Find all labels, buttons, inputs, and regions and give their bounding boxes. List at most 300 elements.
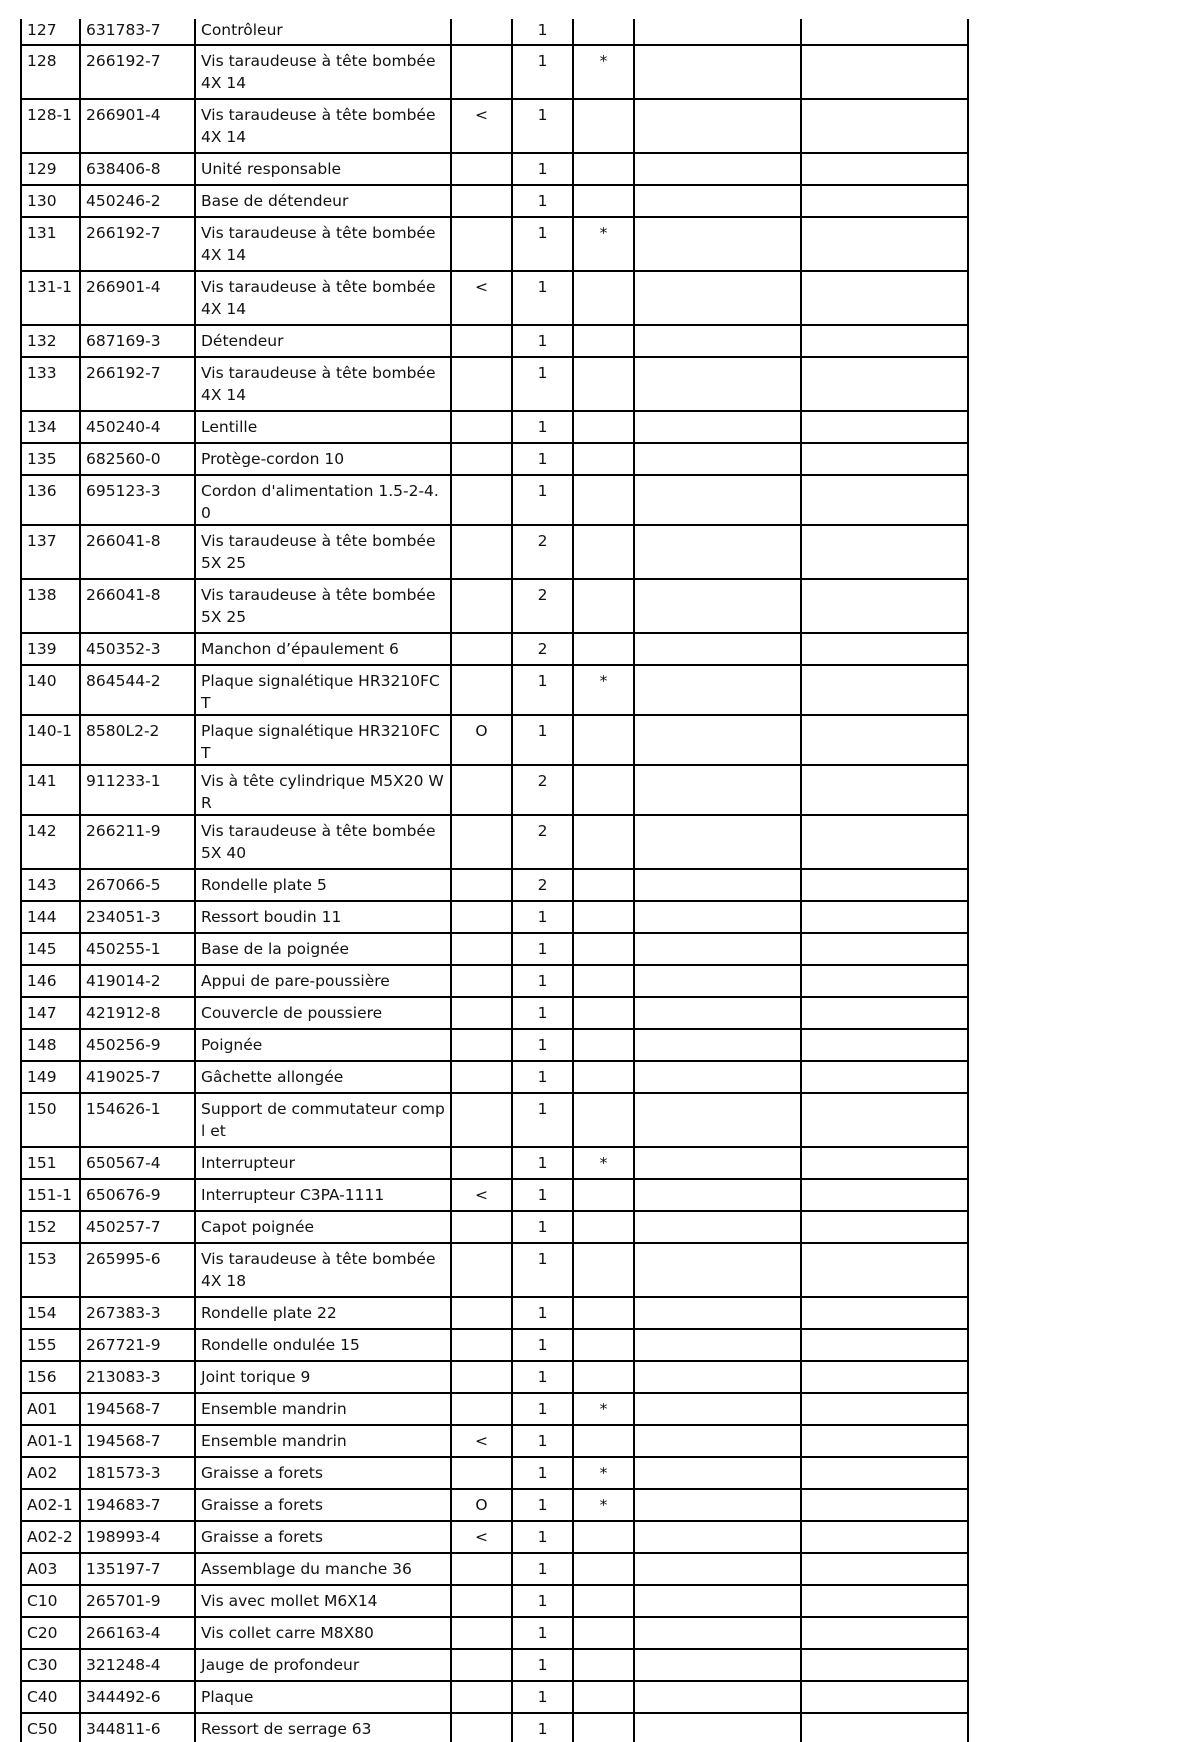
table-row: [21, 1093, 968, 1147]
quantity-cell: [512, 1243, 573, 1297]
empty-cell: [634, 815, 801, 869]
marker-cell: [573, 1553, 634, 1585]
marker-cell: [573, 99, 634, 153]
item-number-cell: [21, 965, 80, 997]
item-number-text: 143: [27, 876, 57, 894]
part-reference-text: 154626-1: [86, 1100, 161, 1118]
part-description-text: Appui de pare-poussière: [201, 972, 390, 990]
quantity-cell: [512, 525, 573, 579]
part-reference-cell: [80, 1713, 195, 1742]
part-reference-text: 682560-0: [86, 450, 161, 468]
empty-cell: [634, 1457, 801, 1489]
part-reference-text: 265995-6: [86, 1250, 161, 1268]
table-row: [21, 965, 968, 997]
quantity-text: 1: [537, 278, 548, 296]
part-description-cell: [195, 765, 451, 815]
part-description-text: Contrôleur: [201, 21, 283, 39]
part-reference-cell: [80, 765, 195, 815]
marker-text: [579, 1650, 628, 1654]
item-number-text: 128: [27, 52, 57, 70]
empty-cell: [801, 1521, 968, 1553]
item-number-text: C30: [27, 1656, 58, 1674]
quantity-text: 1: [537, 106, 548, 124]
change-code-cell: [451, 475, 512, 525]
empty-cell: [634, 271, 801, 325]
marker-cell: [573, 1329, 634, 1361]
part-description-text: Graisse a forets: [201, 1496, 323, 1514]
change-code-cell: [451, 869, 512, 901]
item-number-text: 149: [27, 1068, 57, 1086]
empty-cell: [801, 665, 968, 715]
part-reference-text: 266192-7: [86, 224, 161, 242]
item-number-text: 148: [27, 1036, 57, 1054]
part-description-cell: [195, 1243, 451, 1297]
part-reference-cell: [80, 665, 195, 715]
part-description-text: Plaque signalétique HR3210FCT: [201, 672, 440, 712]
marker-text: [579, 1212, 628, 1216]
part-description-text: Ressort boudin 11: [201, 908, 342, 926]
part-description-cell: [195, 815, 451, 869]
empty-cell: [801, 1489, 968, 1521]
part-description-cell: [195, 271, 451, 325]
table-row: [21, 901, 968, 933]
part-description-cell: [195, 357, 451, 411]
marker-cell: [573, 217, 634, 271]
part-description-text: Vis taraudeuse à tête bombée 5X 25: [201, 586, 436, 626]
change-code-cell: [451, 1243, 512, 1297]
quantity-text: 1: [537, 1400, 548, 1418]
part-reference-text: 450256-9: [86, 1036, 161, 1054]
marker-cell: [573, 185, 634, 217]
empty-cell: [634, 1649, 801, 1681]
marker-cell: [573, 1617, 634, 1649]
empty-cell: [801, 217, 968, 271]
quantity-text: 1: [537, 364, 548, 382]
item-number-text: 152: [27, 1218, 57, 1236]
part-description-cell: [195, 1061, 451, 1093]
item-number-cell: [21, 933, 80, 965]
item-number-text: A02-2: [27, 1528, 73, 1546]
quantity-text: 1: [537, 482, 548, 500]
change-code-cell: [451, 901, 512, 933]
quantity-cell: [512, 1179, 573, 1211]
empty-cell: [634, 525, 801, 579]
marker-text: *: [599, 672, 608, 690]
part-reference-cell: [80, 1649, 195, 1681]
empty-cell: [634, 1489, 801, 1521]
part-reference-cell: [80, 411, 195, 443]
part-description-cell: [195, 1489, 451, 1521]
item-number-cell: [21, 1617, 80, 1649]
quantity-cell: [512, 1521, 573, 1553]
part-description-cell: [195, 579, 451, 633]
part-description-text: Manchon d’épaulement 6: [201, 640, 399, 658]
part-description-text: Vis taraudeuse à tête bombée 4X 14: [201, 278, 436, 318]
item-number-cell: [21, 1553, 80, 1585]
change-code-cell: [451, 665, 512, 715]
empty-cell: [801, 1329, 968, 1361]
empty-cell: [801, 45, 968, 99]
change-code-text: [457, 1650, 506, 1654]
empty-cell: [634, 411, 801, 443]
empty-cell: [634, 579, 801, 633]
change-code-text: [457, 476, 506, 480]
marker-text: [579, 1030, 628, 1034]
part-reference-text: 450255-1: [86, 940, 161, 958]
part-description-text: Vis taraudeuse à tête bombée 4X 18: [201, 1250, 436, 1290]
change-code-cell: [451, 271, 512, 325]
table-row: [21, 1713, 968, 1742]
part-description-text: Vis taraudeuse à tête bombée 4X 14: [201, 364, 436, 404]
change-code-text: [457, 1298, 506, 1302]
item-number-cell: [21, 1061, 80, 1093]
empty-cell: [634, 1297, 801, 1329]
change-code-text: [457, 1362, 506, 1366]
empty-cell: [634, 633, 801, 665]
quantity-text: 1: [537, 1304, 548, 1322]
quantity-text: 1: [537, 1464, 548, 1482]
quantity-cell: [512, 1713, 573, 1742]
empty-cell: [801, 1457, 968, 1489]
item-number-text: A01: [27, 1400, 58, 1418]
marker-text: [579, 326, 628, 330]
item-number-text: A02-1: [27, 1496, 73, 1514]
table-row: [21, 1211, 968, 1243]
empty-cell: [801, 325, 968, 357]
part-description-cell: [195, 1425, 451, 1457]
part-reference-text: 450352-3: [86, 640, 161, 658]
part-reference-cell: [80, 715, 195, 765]
item-number-cell: [21, 19, 80, 45]
item-number-text: 140-1: [27, 722, 73, 740]
change-code-cell: [451, 1585, 512, 1617]
item-number-text: 137: [27, 532, 57, 550]
quantity-cell: [512, 933, 573, 965]
change-code-text: [457, 154, 506, 158]
quantity-text: 1: [537, 224, 548, 242]
change-code-text: [457, 1330, 506, 1334]
marker-cell: [573, 1361, 634, 1393]
part-reference-cell: [80, 271, 195, 325]
empty-cell: [634, 45, 801, 99]
part-description-cell: [195, 153, 451, 185]
change-code-cell: [451, 933, 512, 965]
part-description-cell: [195, 217, 451, 271]
item-number-cell: [21, 153, 80, 185]
part-reference-cell: [80, 1553, 195, 1585]
part-description-text: Vis taraudeuse à tête bombée 5X 40: [201, 822, 436, 862]
empty-cell: [801, 715, 968, 765]
marker-text: [579, 634, 628, 638]
part-reference-text: 450240-4: [86, 418, 161, 436]
quantity-text: 1: [537, 972, 548, 990]
marker-cell: [573, 633, 634, 665]
change-code-cell: [451, 1457, 512, 1489]
marker-cell: [573, 325, 634, 357]
part-reference-text: 234051-3: [86, 908, 161, 926]
part-reference-text: 631783-7: [86, 21, 161, 39]
quantity-cell: [512, 99, 573, 153]
part-description-cell: [195, 1329, 451, 1361]
part-reference-cell: [80, 1457, 195, 1489]
table-row: [21, 1521, 968, 1553]
part-description-text: Couvercle de poussiere: [201, 1004, 383, 1022]
item-number-cell: [21, 1457, 80, 1489]
empty-cell: [634, 901, 801, 933]
item-number-cell: [21, 1243, 80, 1297]
empty-cell: [801, 1617, 968, 1649]
table-row: [21, 1457, 968, 1489]
item-number-cell: [21, 1361, 80, 1393]
quantity-text: 1: [537, 1432, 548, 1450]
item-number-cell: [21, 1681, 80, 1713]
part-reference-cell: [80, 1617, 195, 1649]
part-reference-cell: [80, 1681, 195, 1713]
item-number-cell: [21, 1393, 80, 1425]
empty-cell: [634, 1393, 801, 1425]
quantity-text: 1: [537, 160, 548, 178]
part-reference-text: 266192-7: [86, 52, 161, 70]
empty-cell: [801, 271, 968, 325]
part-description-cell: [195, 1297, 451, 1329]
item-number-text: 128-1: [27, 106, 73, 124]
part-reference-text: 267721-9: [86, 1336, 161, 1354]
part-description-text: Joint torique 9: [201, 1368, 311, 1386]
table-row: [21, 443, 968, 475]
quantity-text: 1: [537, 1496, 548, 1514]
quantity-cell: [512, 1649, 573, 1681]
part-description-text: Graisse a forets: [201, 1464, 323, 1482]
part-reference-text: 266901-4: [86, 278, 161, 296]
change-code-cell: [451, 997, 512, 1029]
marker-text: [579, 444, 628, 448]
item-number-text: C20: [27, 1624, 58, 1642]
part-reference-cell: [80, 1329, 195, 1361]
quantity-text: 1: [537, 908, 548, 926]
quantity-cell: [512, 411, 573, 443]
item-number-text: 131: [27, 224, 57, 242]
change-code-cell: [451, 1425, 512, 1457]
change-code-text: [457, 1244, 506, 1248]
quantity-text: 1: [537, 1186, 548, 1204]
empty-cell: [634, 997, 801, 1029]
marker-cell: [573, 933, 634, 965]
change-code-text: [457, 358, 506, 362]
item-number-text: C40: [27, 1688, 58, 1706]
item-number-cell: [21, 1585, 80, 1617]
item-number-text: A01-1: [27, 1432, 73, 1450]
empty-cell: [801, 1681, 968, 1713]
empty-cell: [801, 1713, 968, 1742]
table-row: [21, 1179, 968, 1211]
empty-cell: [634, 325, 801, 357]
part-description-text: Vis collet carre M8X80: [201, 1624, 374, 1642]
item-number-text: C10: [27, 1592, 58, 1610]
marker-text: [579, 816, 628, 820]
empty-cell: [634, 715, 801, 765]
marker-cell: [573, 1457, 634, 1489]
change-code-cell: [451, 217, 512, 271]
item-number-cell: [21, 325, 80, 357]
part-description-text: Rondelle ondulée 15: [201, 1336, 360, 1354]
part-reference-cell: [80, 153, 195, 185]
part-description-text: Protège-cordon 10: [201, 450, 345, 468]
empty-cell: [801, 765, 968, 815]
part-description-text: Détendeur: [201, 332, 284, 350]
marker-cell: [573, 45, 634, 99]
empty-cell: [801, 1029, 968, 1061]
table-row: [21, 1147, 968, 1179]
marker-text: [579, 1180, 628, 1184]
item-number-text: 132: [27, 332, 57, 350]
change-code-cell: [451, 965, 512, 997]
table-row: [21, 1585, 968, 1617]
item-number-cell: [21, 1211, 80, 1243]
change-code-text: O: [475, 1496, 488, 1514]
table-row: [21, 933, 968, 965]
empty-cell: [634, 933, 801, 965]
marker-cell: [573, 1179, 634, 1211]
marker-cell: [573, 19, 634, 45]
part-reference-text: 213083-3: [86, 1368, 161, 1386]
quantity-cell: [512, 665, 573, 715]
marker-cell: [573, 1093, 634, 1147]
change-code-text: [457, 1618, 506, 1622]
item-number-text: A03: [27, 1560, 58, 1578]
empty-cell: [634, 1361, 801, 1393]
quantity-text: 1: [537, 1218, 548, 1236]
change-code-cell: [451, 411, 512, 443]
part-description-cell: [195, 1029, 451, 1061]
change-code-cell: [451, 357, 512, 411]
item-number-text: 144: [27, 908, 57, 926]
empty-cell: [634, 443, 801, 475]
quantity-cell: [512, 1297, 573, 1329]
marker-cell: [573, 1393, 634, 1425]
marker-text: [579, 1330, 628, 1334]
change-code-text: [457, 1030, 506, 1034]
empty-cell: [801, 357, 968, 411]
part-description-cell: [195, 901, 451, 933]
part-description-cell: [195, 19, 451, 45]
part-description-cell: [195, 325, 451, 357]
marker-cell: [573, 579, 634, 633]
change-code-cell: [451, 815, 512, 869]
change-code-cell: [451, 1061, 512, 1093]
marker-text: [579, 934, 628, 938]
part-description-cell: [195, 869, 451, 901]
quantity-text: 1: [537, 1528, 548, 1546]
marker-cell: [573, 443, 634, 475]
quantity-cell: [512, 475, 573, 525]
quantity-cell: [512, 19, 573, 45]
marker-cell: [573, 411, 634, 443]
item-number-text: 134: [27, 418, 57, 436]
quantity-cell: [512, 1361, 573, 1393]
part-reference-cell: [80, 1585, 195, 1617]
marker-cell: [573, 665, 634, 715]
part-reference-cell: [80, 185, 195, 217]
empty-cell: [634, 1585, 801, 1617]
table-row: [21, 185, 968, 217]
change-code-text: [457, 1554, 506, 1558]
change-code-text: <: [475, 1186, 488, 1204]
empty-cell: [801, 815, 968, 869]
change-code-text: [457, 1394, 506, 1398]
item-number-cell: [21, 765, 80, 815]
part-description-cell: [195, 1585, 451, 1617]
part-reference-text: 135197-7: [86, 1560, 161, 1578]
marker-text: [579, 1062, 628, 1066]
part-reference-text: 421912-8: [86, 1004, 161, 1022]
parts-list-table: [20, 19, 969, 1742]
change-code-cell: [451, 325, 512, 357]
change-code-cell: [451, 1617, 512, 1649]
quantity-text: 1: [537, 1004, 548, 1022]
item-number-text: 154: [27, 1304, 57, 1322]
empty-cell: [634, 1553, 801, 1585]
quantity-cell: [512, 1489, 573, 1521]
quantity-text: 2: [537, 822, 548, 840]
table-row: [21, 153, 968, 185]
quantity-cell: [512, 271, 573, 325]
part-description-cell: [195, 1361, 451, 1393]
item-number-cell: [21, 579, 80, 633]
table-row: [21, 99, 968, 153]
quantity-text: 1: [537, 450, 548, 468]
marker-cell: [573, 1649, 634, 1681]
change-code-text: <: [475, 106, 488, 124]
part-description-cell: [195, 1681, 451, 1713]
part-description-text: Interrupteur C3PA-1111: [201, 1186, 385, 1204]
part-description-cell: [195, 1211, 451, 1243]
item-number-cell: [21, 99, 80, 153]
part-reference-cell: [80, 1147, 195, 1179]
change-code-text: [457, 666, 506, 670]
item-number-cell: [21, 443, 80, 475]
change-code-cell: [451, 1211, 512, 1243]
empty-cell: [801, 475, 968, 525]
part-reference-cell: [80, 933, 195, 965]
quantity-cell: [512, 765, 573, 815]
change-code-cell: [451, 153, 512, 185]
part-description-cell: [195, 665, 451, 715]
part-reference-text: 638406-8: [86, 160, 161, 178]
empty-cell: [634, 357, 801, 411]
part-reference-text: 266211-9: [86, 822, 161, 840]
marker-cell: [573, 1489, 634, 1521]
part-description-text: Assemblage du manche 36: [201, 1560, 412, 1578]
quantity-text: 1: [537, 1656, 548, 1674]
item-number-text: A02: [27, 1464, 58, 1482]
quantity-cell: [512, 1093, 573, 1147]
empty-cell: [801, 1585, 968, 1617]
marker-cell: [573, 271, 634, 325]
marker-text: [579, 1714, 628, 1718]
change-code-cell: [451, 1521, 512, 1553]
marker-text: [579, 1362, 628, 1366]
item-number-text: 129: [27, 160, 57, 178]
part-description-text: Rondelle plate 5: [201, 876, 327, 894]
part-description-text: Vis taraudeuse à tête bombée 4X 14: [201, 52, 436, 92]
part-description-text: Vis taraudeuse à tête bombée 5X 25: [201, 532, 436, 572]
part-description-text: Support de commutateur compl et: [201, 1100, 445, 1140]
change-code-text: [457, 902, 506, 906]
item-number-text: 155: [27, 1336, 57, 1354]
item-number-text: 133: [27, 364, 57, 382]
change-code-cell: [451, 1489, 512, 1521]
marker-text: [579, 1586, 628, 1590]
